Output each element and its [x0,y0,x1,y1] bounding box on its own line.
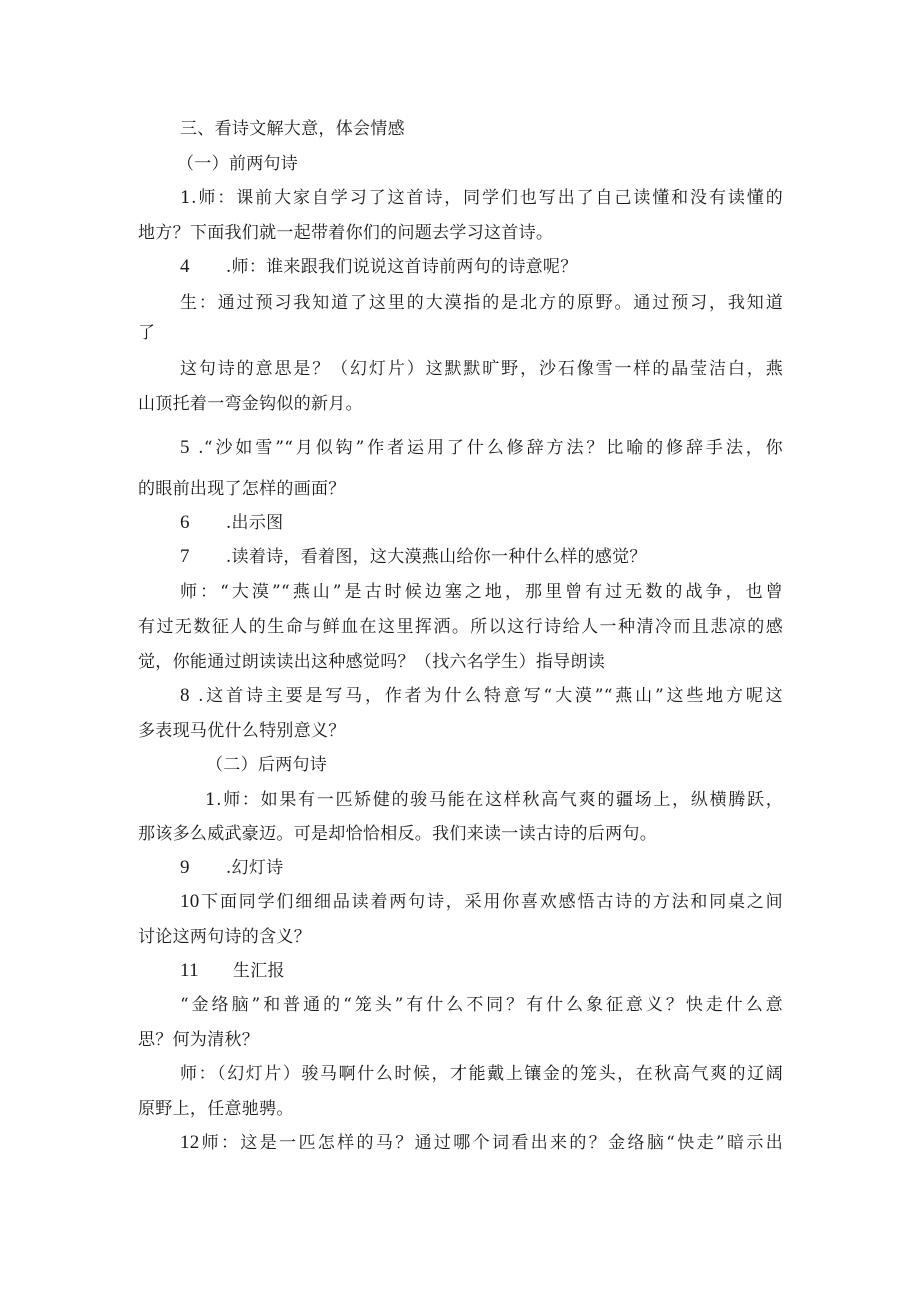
list-item-number: 8 [180,685,190,706]
teacher2-line-1: 师：（幻灯片）骏马啊什么时候，才能戴上镶金的笼头，在秋高气爽的辽阔 [180,1064,783,1084]
list-item-number: 4 [180,256,190,277]
list-item-text: 下面同学们细细品读着两句诗，采用你喜欢感悟古诗的方法和同桌之间 [199,892,783,912]
list-item-number: 5 [180,437,190,458]
paragraph-2-line-1: 1.师：如果有一匹矫健的骏马能在这样秋高气爽的疆场上，纵横腾跃， [205,790,783,810]
list-item-number: 7 [180,546,190,567]
list-item-text: .出示图 [225,513,284,533]
list-item-text: .师：谁来跟我们说说这首诗前两句的诗意呢？ [225,257,578,277]
list-item-4 [180,256,578,278]
student-answer-line-2: 了 [138,323,156,343]
list-item-number: 12 [180,1132,200,1153]
list-item-6 [180,512,283,534]
teacher-line-3: 觉，你能通过朗读读出这种感觉吗？（找六名学生）指导朗读 [138,652,606,672]
list-item-text: 生汇报 [232,961,285,981]
list-item-10-line-1 [180,891,783,913]
meaning-line-2: 山顶托着一弯金钩似的新月。 [138,394,363,414]
subheading-last-two-lines: （二）后两句诗 [206,755,328,775]
list-item-11 [180,960,285,982]
teacher-line-2: 有过无数征人的生命与鲜血在这里挥洒。所以这行诗给人一种清冷而且悲凉的感 [138,617,783,637]
list-item-text: .“沙如雪”“月似钩”作者运用了什么修辞方法？比喻的修辞手法，你 [198,438,783,458]
paragraph-1-line-2: 地方？下面我们就一起带着你们的问题去学习这首诗。 [138,223,554,243]
list-item-12 [180,1132,783,1154]
list-item-number: 9 [180,857,190,878]
list-item-number: 6 [180,512,190,533]
list-item-9 [180,857,283,879]
section-heading: 三、看诗文解大意，体会情感 [180,119,405,139]
subheading-first-two-lines: （一）前两句诗 [177,154,299,174]
paragraph-2-line-2: 那该多么威武豪迈。可是却恰恰相反。我们来读一读古诗的后两句。 [138,824,657,844]
list-item-text: .这首诗主要是写马，作者为什么特意写“大漠”“燕山”这些地方呢这 [198,686,783,706]
list-item-10-line-2: 讨论这两句诗的含义？ [138,927,311,947]
list-item-number: 10 [180,891,200,912]
list-item-text: 师：这是一匹怎样的马？通过哪个词看出来的？金络脑“快走”暗示出 [199,1133,783,1153]
list-item-5-line-2: 的眼前出现了怎样的画面？ [138,479,346,499]
question-line-2: 思？何为清秋？ [138,1030,260,1050]
list-item-text: .幻灯诗 [225,858,284,878]
question-line-1: “金络脑”和普通的“笼头”有什么不同？有什么象征意义？快走什么意 [180,995,783,1015]
list-item-8-line-2: 多表现马优什么特别意义？ [138,721,346,741]
teacher2-line-2: 原野上，任意驰骋。 [138,1099,294,1119]
list-item-8-line-1 [180,685,783,707]
teacher-line-1: 师：“大漠”“燕山”是古时候边塞之地，那里曾有过无数的战争，也曾 [180,582,783,602]
list-item-5-line-1 [180,437,783,459]
student-answer-line-1: 生：通过预习我知道了这里的大漠指的是北方的原野。通过预习，我知道 [180,293,783,313]
list-item-7 [180,546,647,568]
list-item-number: 11 [180,960,199,981]
paragraph-1-line-1: 1.师：课前大家自学习了这首诗，同学们也写出了自己读懂和没有读懂的 [180,188,783,208]
list-item-text: .读着诗，看着图，这大漠燕山给你一种什么样的感觉？ [225,547,647,567]
meaning-line-1: 这句诗的意思是？（幻灯片）这默默旷野，沙石像雪一样的晶莹洁白，燕 [180,359,783,379]
